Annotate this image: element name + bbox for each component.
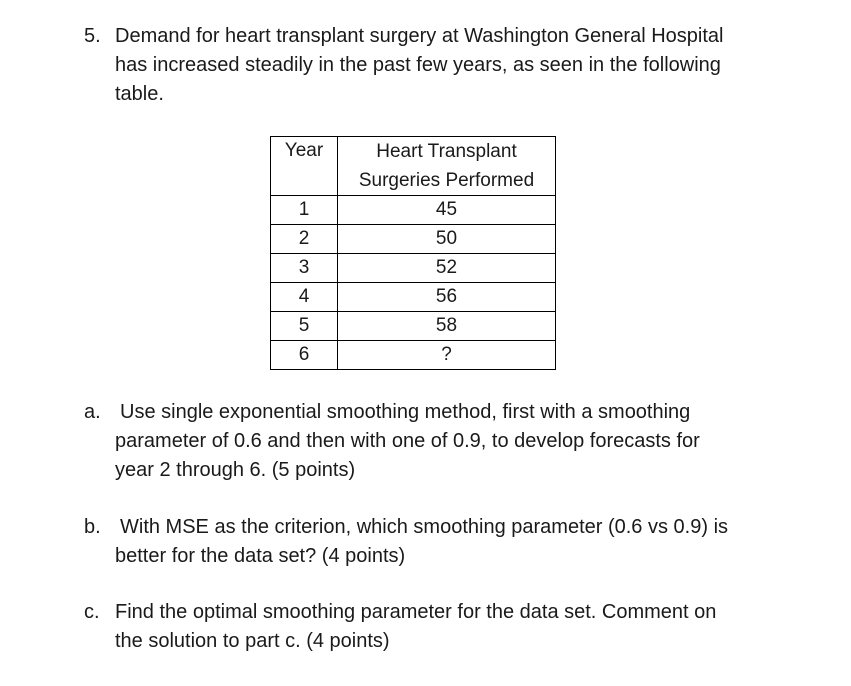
part-c-label: c. [84, 601, 100, 623]
cell-value: 45 [338, 196, 556, 225]
cell-value: 56 [338, 283, 556, 312]
cell-value: ? [338, 341, 556, 370]
part-a-line-2: parameter of 0.6 and then with one of 0.9, to develop forecasts for [115, 430, 700, 452]
cell-year: 6 [271, 341, 338, 370]
part-b-line-1: With MSE as the criterion, which smoothing parameter (0.6 vs 0.9) is [120, 516, 729, 538]
header-surgeries-line-2: Surgeries Performed [358, 170, 535, 191]
table-header-row [271, 137, 556, 196]
part-b-line-2: better for the data set? (4 points) [115, 545, 406, 567]
cell-year: 4 [271, 283, 338, 312]
table-row [271, 312, 556, 341]
table-row [271, 341, 556, 370]
table-row [271, 254, 556, 283]
part-a-line-1: Use single exponential smoothing method, first with a smoothing [120, 401, 691, 423]
part-a-line-3: year 2 through 6. (5 points) [115, 459, 356, 481]
part-c-line-1: Find the optimal smoothing parameter for the data set. Comment on [115, 601, 717, 623]
table-row [271, 283, 556, 312]
header-surgeries [338, 137, 556, 196]
part-a-label: a. [84, 401, 101, 423]
question-text-line-3: table. [115, 83, 164, 105]
table-row [271, 196, 556, 225]
cell-year: 5 [271, 312, 338, 341]
cell-year: 1 [271, 196, 338, 225]
cell-value: 58 [338, 312, 556, 341]
table-row [271, 225, 556, 254]
cell-value: 50 [338, 225, 556, 254]
question-number: 5. [84, 25, 101, 47]
header-surgeries-line-1: Heart Transplant [376, 141, 517, 162]
cell-value: 52 [338, 254, 556, 283]
cell-year: 2 [271, 225, 338, 254]
cell-year: 3 [271, 254, 338, 283]
question-text-line-2: has increased steadily in the past few years, as seen in the following [115, 54, 721, 76]
question-text-line-1: Demand for heart transplant surgery at Washington General Hospital [115, 25, 724, 47]
header-year: Year [271, 137, 338, 196]
part-b-label: b. [84, 516, 101, 538]
part-c-line-2: the solution to part c. (4 points) [115, 630, 390, 652]
surgeries-table [270, 136, 556, 370]
